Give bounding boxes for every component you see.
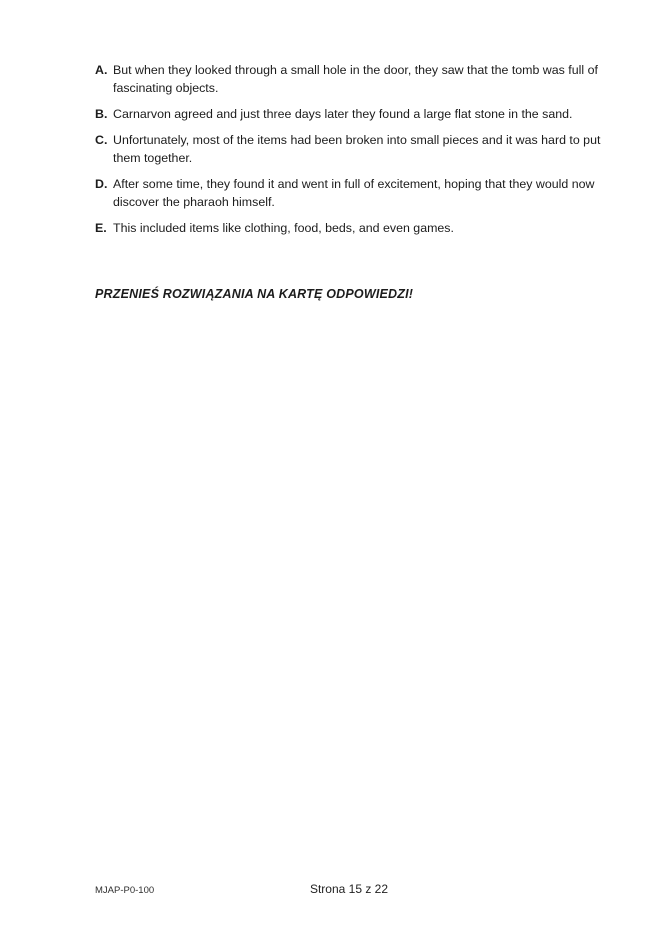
option-text-c: Unfortunately, most of the items had been broken into small pieces and it was hard to put them together. — [113, 133, 601, 165]
page-footer — [95, 882, 603, 897]
option-text-d: After some time, they found it and went in full of excitement, hoping that they would now discover the pharaoh himself. — [113, 177, 595, 209]
option-letter-a: A. — [95, 63, 108, 77]
option-item-d — [95, 175, 603, 211]
answer-options-list — [95, 61, 603, 303]
option-letter-c: C. — [95, 133, 108, 147]
option-item-b — [95, 105, 603, 123]
option-letter-d: D. — [95, 177, 108, 191]
option-text-a: But when they looked through a small hole in the door, they saw that the tomb was full of fascinating objects. — [113, 63, 598, 95]
option-item-c — [95, 131, 603, 167]
option-text-e: This included items like clothing, food, beds, and even games. — [113, 221, 454, 235]
option-letter-b: B. — [95, 107, 108, 121]
option-item-a — [95, 61, 603, 97]
transfer-instruction: PRZENIEŚ ROZWIĄZANIA NA KARTĘ ODPOWIEDZI! — [95, 287, 414, 301]
exam-form-code: MJAP-P0-100 — [95, 885, 155, 896]
option-text-b: Carnarvon agreed and just three days later they found a large flat stone in the sand. — [113, 107, 573, 121]
page-number-label: Strona 15 z 22 — [309, 882, 389, 896]
option-item-e — [95, 219, 603, 237]
option-letter-e: E. — [95, 221, 107, 235]
